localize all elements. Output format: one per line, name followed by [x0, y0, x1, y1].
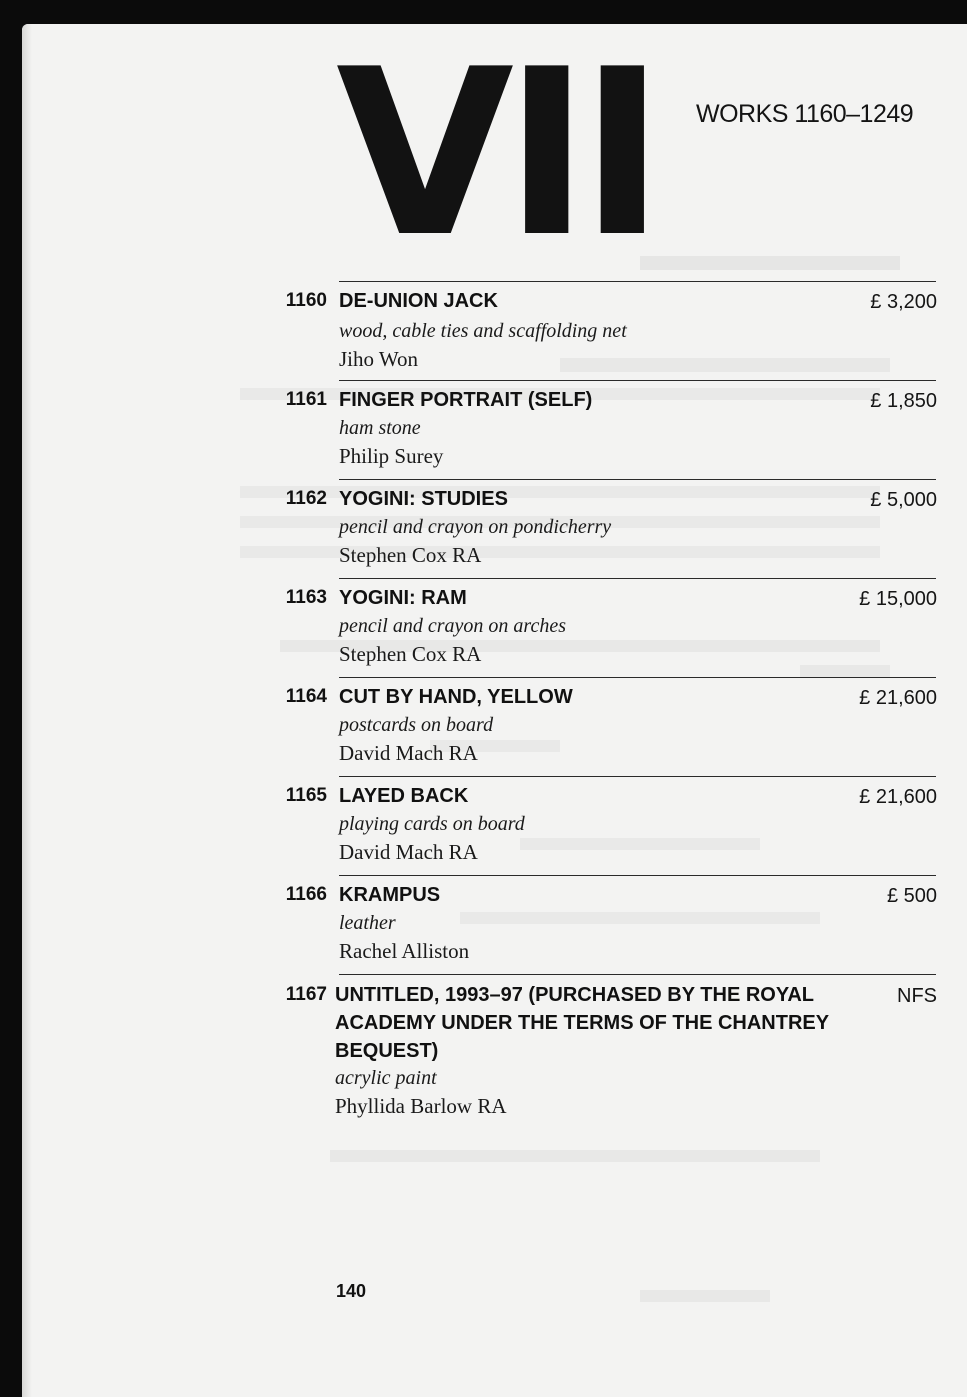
entry-title: FINGER PORTRAIT (SELF): [339, 389, 593, 411]
entry-medium: acrylic paint: [335, 1067, 437, 1089]
entry-price: £ 5,000: [870, 489, 937, 511]
entry-divider: [339, 875, 936, 876]
entry-title: DE-UNION JACK: [339, 290, 498, 312]
entry-price: £ 1,850: [870, 390, 937, 412]
entry-divider: [339, 974, 936, 975]
entry-artist: Stephen Cox RA: [339, 642, 482, 666]
entry-number: 1166: [285, 884, 327, 905]
entry-divider: [339, 281, 936, 282]
entry-medium: pencil and crayon on arches: [339, 615, 566, 637]
entry-divider: [339, 578, 936, 579]
entry-price: £ 21,600: [859, 687, 937, 709]
entry-number: 1164: [285, 686, 327, 707]
entry-number: 1165: [285, 785, 327, 806]
entry-number: 1162: [285, 488, 327, 509]
section-numeral: VII: [336, 21, 656, 288]
entry-price: £ 3,200: [870, 291, 937, 313]
entry-price: £ 15,000: [859, 588, 937, 610]
entry-medium: playing cards on board: [339, 813, 525, 835]
entry-number: 1167: [285, 984, 327, 1005]
entry-medium: ham stone: [339, 417, 421, 439]
entry-divider: [339, 677, 936, 678]
entry-number: 1160: [285, 290, 327, 311]
entry-medium: wood, cable ties and scaffolding net: [339, 320, 627, 342]
entry-artist: Phyllida Barlow RA: [335, 1094, 507, 1118]
entry-medium: postcards on board: [339, 714, 494, 736]
entry-artist: David Mach RA: [339, 840, 478, 864]
page-number: 140: [336, 1281, 367, 1301]
entry-divider: [339, 380, 936, 381]
entry-title: KRAMPUS: [339, 884, 441, 906]
entry-price: NFS: [897, 985, 937, 1007]
entry-medium: leather: [339, 912, 396, 934]
entry-artist: David Mach RA: [339, 741, 478, 765]
page-edge-shadow: [22, 24, 32, 1397]
entry-artist: Rachel Alliston: [339, 939, 470, 963]
entry-title: CUT BY HAND, YELLOW: [339, 686, 573, 708]
entry-price: £ 500: [886, 885, 937, 907]
entry-title: LAYED BACK: [339, 785, 469, 807]
entry-title: YOGINI: STUDIES: [339, 488, 508, 510]
works-range-heading: WORKS 1160–1249: [696, 100, 914, 128]
entry-number: 1163: [285, 587, 327, 608]
entry-medium: pencil and crayon on pondicherry: [339, 516, 612, 538]
entry-price: £ 21,600: [859, 786, 937, 808]
entry-artist: Philip Surey: [339, 444, 444, 468]
entry-title: UNTITLED, 1993–97 (PURCHASED BY THE ROYAL ACADEMY UNDER THE TERMS OF THE CHANTREY BEQUEST): [335, 984, 829, 1062]
entry-artist: Stephen Cox RA: [339, 543, 482, 567]
entry-artist: Jiho Won: [339, 347, 419, 371]
entry-number: 1161: [285, 389, 327, 410]
entry-divider: [339, 479, 936, 480]
entry-divider: [339, 776, 936, 777]
entry-title: YOGINI: RAM: [339, 587, 467, 609]
